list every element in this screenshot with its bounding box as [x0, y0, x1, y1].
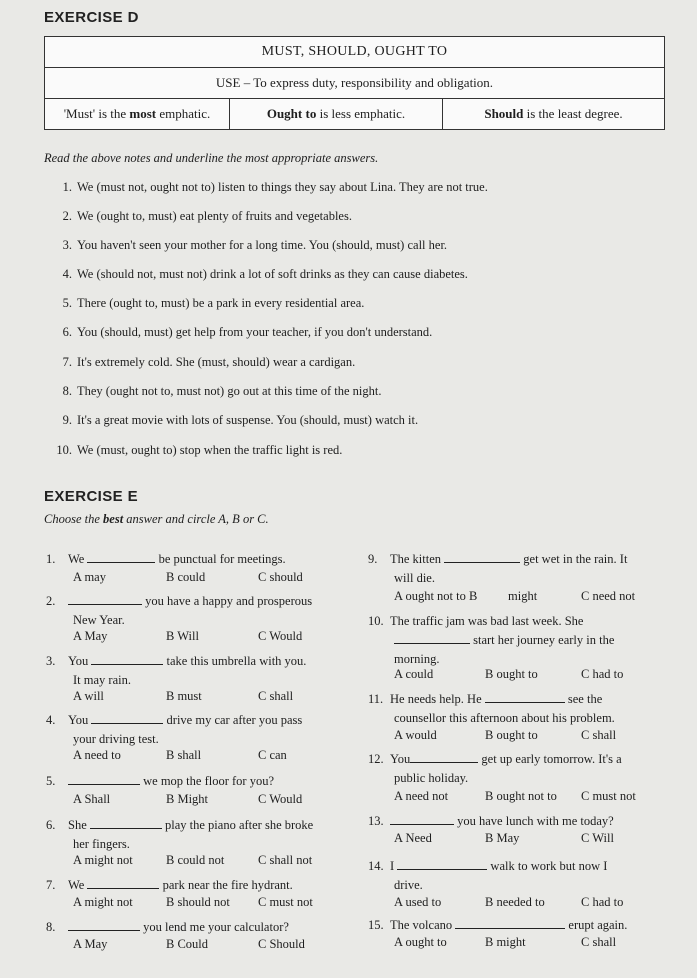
option-a[interactable]: A need to [73, 748, 121, 762]
option-b[interactable]: B might [485, 935, 526, 949]
answer-blank[interactable] [390, 812, 454, 825]
exercise-d-heading: EXERCISE D [44, 9, 139, 26]
notes-cell-ought-to: Ought to is less emphatic. [230, 99, 443, 130]
option-c[interactable]: C Would [258, 792, 303, 806]
answer-blank[interactable] [394, 631, 470, 644]
answer-blank[interactable] [68, 918, 140, 931]
exercise-d-question: 4. We (should not, must not) drink a lot of soft drinks as they can cause diabetes. [62, 267, 468, 281]
option-c[interactable]: C should [258, 570, 303, 584]
option-a[interactable]: A need not [394, 789, 449, 803]
notes-table-use: USE – To express duty, responsibility and obligation. [45, 68, 665, 99]
exercise-d-question: 10. We (must, ought to) stop when the traffic light is red. [56, 443, 343, 457]
exercise-e-heading: EXERCISE E [44, 488, 139, 505]
option-b[interactable]: B Might [166, 792, 209, 806]
option-b[interactable]: B could not [166, 853, 225, 867]
option-c[interactable]: C shall [581, 728, 617, 742]
option-b[interactable]: B shall [166, 748, 202, 762]
option-c[interactable]: C must not [581, 789, 636, 803]
option-a[interactable]: A used to [394, 895, 442, 909]
notes-cell-should: Should is the least degree. [443, 99, 665, 130]
notes-table-title: MUST, SHOULD, OUGHT TO [45, 37, 665, 68]
option-c[interactable]: C can [258, 748, 287, 762]
exercise-d-question: 6. You (should, must) get help from your teacher, if you don't understand. [62, 325, 433, 339]
exercise-d-question: 9. It's a great movie with lots of suspense. You (should, must) watch it. [62, 413, 419, 427]
notes-table [44, 36, 665, 130]
answer-blank[interactable] [87, 550, 155, 563]
option-a[interactable]: A Need [394, 831, 432, 845]
exercise-d-instruction: Read the above notes and underline the most appropriate answers. [44, 151, 379, 165]
exercise-d-question: 3. You haven't seen your mother for a long time. You (should, must) call her. [62, 238, 448, 252]
exercise-e-question: 1. We be punctual for meetings. [46, 552, 286, 566]
answer-blank[interactable] [444, 550, 520, 563]
notes-cell-must: 'Must' is the most emphatic. [45, 99, 230, 130]
option-c[interactable]: C had to [581, 895, 624, 909]
option-c[interactable]: C Will [581, 831, 614, 845]
exercise-e-question: 5. we mop the floor for you? [46, 774, 274, 788]
answer-blank[interactable] [87, 876, 159, 889]
exercise-e-question: 2. you have a happy and prosperous New Year. [46, 594, 313, 627]
answer-blank[interactable] [91, 652, 163, 665]
exercise-e-instruction: Choose the best answer and circle A, B or C. [44, 512, 269, 526]
answer-blank[interactable] [68, 592, 142, 605]
option-c[interactable]: C Would [258, 629, 303, 643]
option-a[interactable]: A ought to [394, 935, 447, 949]
answer-blank[interactable] [91, 711, 163, 724]
exercise-e-question: 4. You drive my car after you pass your driving test. [46, 713, 303, 746]
exercise-e-question: 3. You take this umbrella with you. It may rain. [46, 654, 307, 687]
option-b[interactable]: B could [166, 570, 206, 584]
answer-blank[interactable] [397, 857, 487, 870]
option-c[interactable]: C shall [581, 935, 617, 949]
exercise-e-question: 11. He needs help. He see the counsellor this afternoon about his problem. [368, 692, 615, 725]
option-b[interactable]: B needed to [485, 895, 545, 909]
option-b[interactable]: B ought to [485, 667, 538, 681]
option-b[interactable]: might [508, 589, 538, 603]
exercise-d-question: 8. They (ought not to, must not) go out at this time of the night. [62, 384, 382, 398]
option-b[interactable]: B must [166, 689, 202, 703]
option-a[interactable]: A will [73, 689, 104, 703]
option-a[interactable]: A Shall [73, 792, 111, 806]
option-a[interactable]: A might not [73, 853, 133, 867]
exercise-d-question: 5. There (ought to, must) be a park in every residential area. [62, 296, 365, 310]
exercise-d-question: 2. We (ought to, must) eat plenty of fruits and vegetables. [62, 209, 352, 223]
exercise-e-question: 14. I walk to work but now I drive. [368, 859, 608, 892]
option-a[interactable]: A could [394, 667, 434, 681]
option-c[interactable]: C Should [258, 937, 305, 951]
answer-blank[interactable] [90, 816, 162, 829]
option-a[interactable]: A May [73, 937, 108, 951]
option-b[interactable]: B May [485, 831, 520, 845]
option-b[interactable]: B ought to [485, 728, 538, 742]
answer-blank[interactable] [485, 690, 565, 703]
answer-blank[interactable] [68, 772, 140, 785]
answer-blank[interactable] [455, 916, 565, 929]
option-b[interactable]: B Will [166, 629, 199, 643]
exercise-d-question: 1. We (must not, ought not to) listen to things they say about Lina. They are not true. [62, 180, 488, 194]
option-c[interactable]: C had to [581, 667, 624, 681]
option-a[interactable]: A might not [73, 895, 133, 909]
option-b[interactable]: B Could [166, 937, 209, 951]
exercise-d-question: 7. It's extremely cold. She (must, should) wear a cardigan. [62, 355, 356, 369]
exercise-e-question: 15. The volcano erupt again. [368, 918, 628, 932]
option-a[interactable]: A would [394, 728, 437, 742]
option-a[interactable]: A may [73, 570, 106, 584]
option-b[interactable]: B should not [166, 895, 230, 909]
option-c[interactable]: C shall not [258, 853, 313, 867]
exercise-e-question: 10. The traffic jam was bad last week. She start her journey early in the morning. [368, 614, 615, 666]
option-c[interactable]: C shall [258, 689, 294, 703]
exercise-e-question: 13. you have lunch with me today? [368, 814, 614, 828]
option-b[interactable]: B ought not to [485, 789, 557, 803]
exercise-e-question: 8. you lend me your calculator? [46, 920, 289, 934]
answer-blank[interactable] [410, 750, 478, 763]
exercise-e-question: 12. You get up early tomorrow. It's a public holiday. [368, 752, 622, 785]
option-c[interactable]: C must not [258, 895, 313, 909]
exercise-e-question: 6. She play the piano after she broke her fingers. [46, 818, 314, 851]
exercise-e-question: 9. The kitten get wet in the rain. It will die. [368, 552, 628, 585]
option-a[interactable]: A ought not to B [394, 589, 478, 603]
option-c[interactable]: C need not [581, 589, 636, 603]
exercise-e-question: 7. We park near the fire hydrant. [46, 878, 293, 892]
option-a[interactable]: A May [73, 629, 108, 643]
